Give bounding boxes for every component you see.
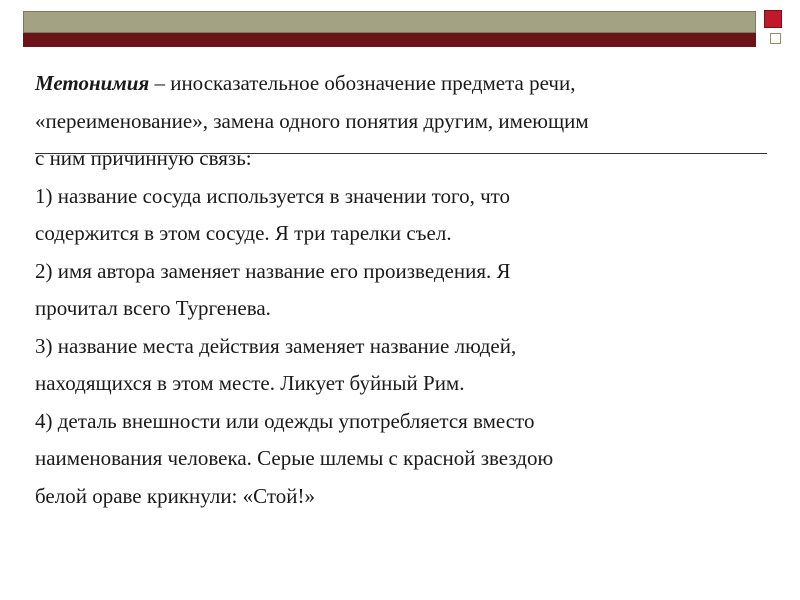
text-line-1	[35, 65, 775, 103]
text-line-7: прочитал всего Тургенева.	[35, 296, 271, 320]
text-line-3: с ним причинную связь:	[35, 146, 252, 170]
text-line-8: 3) название места действия заменяет название людей,	[35, 333, 517, 358]
corner-square-small	[770, 33, 781, 44]
text-line-12: белой ораве крикнули: «Стой!»	[35, 483, 316, 508]
term-heading: Метонимия	[35, 71, 150, 95]
text-line-11: наименования человека. Серые шлемы с красной звездою	[35, 446, 554, 470]
text-line-2: «переименование», замена одного понятия другим, имеющим	[35, 108, 589, 133]
text-line-10: 4) деталь внешности или одежды употребляется вместо	[35, 408, 535, 433]
text-line-9: находящихся в этом месте. Ликует буйный Рим.	[35, 371, 465, 395]
corner-square-red	[764, 10, 782, 28]
text-line-6: 2) имя автора заменяет название его произведения. Я	[35, 258, 511, 283]
definition-text: – иносказательное обозначение предмета речи,	[149, 71, 576, 95]
header-underband	[23, 33, 756, 47]
slide-body	[35, 65, 775, 515]
text-line-4: 1) название сосуда используется в значении того, что	[35, 183, 511, 208]
header-band	[23, 11, 756, 33]
text-line-5: содержится в этом сосуде. Я три тарелки съел.	[35, 221, 452, 245]
divider-rule	[35, 153, 767, 154]
